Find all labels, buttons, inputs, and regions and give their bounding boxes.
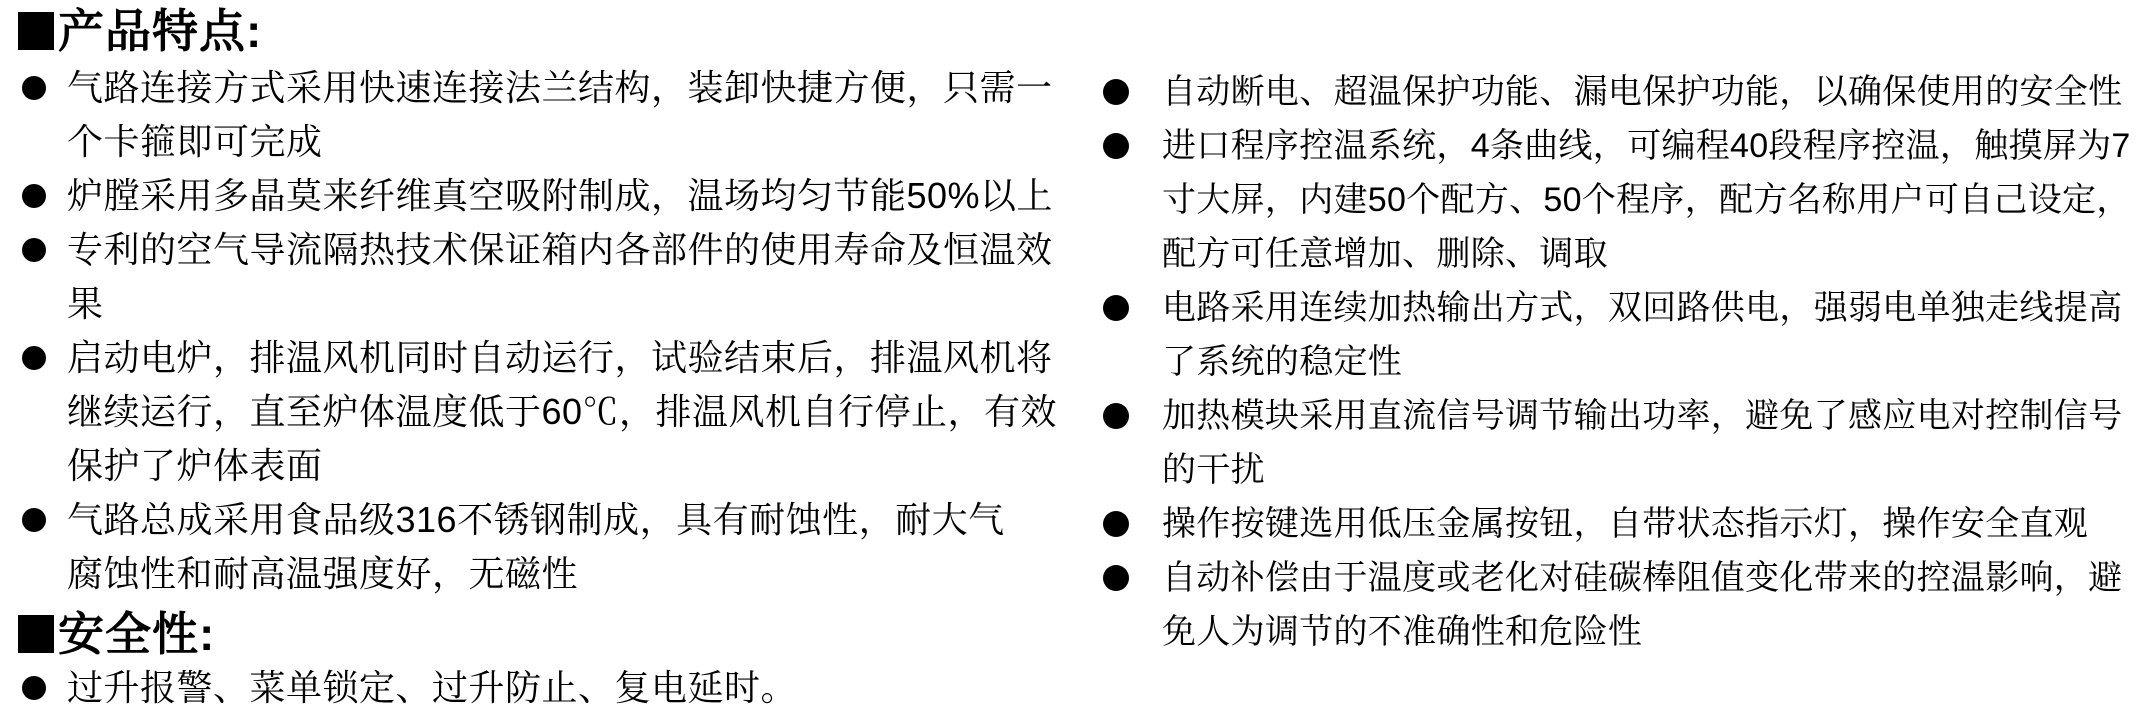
product-features-list xyxy=(18,61,1078,601)
feature-line: 自动补偿由于温度或老化对硅碳棒阻值变化带来的控温影响，避 xyxy=(1162,559,2123,597)
feature-line: 专利的空气导流隔热技术保证箱内各部件的使用寿命及恒温效 xyxy=(67,229,1053,270)
feature-line: 气路总成采用食品级316不锈钢制成，具有耐蚀性，耐大气 xyxy=(67,499,1005,540)
feature-item xyxy=(18,661,1078,715)
feature-line: 腐蚀性和耐高温强度好，无磁性 xyxy=(67,553,579,594)
bullet-icon xyxy=(22,676,46,700)
feature-item xyxy=(1103,119,2133,281)
section-marker-icon xyxy=(18,615,54,653)
bullet-icon xyxy=(22,346,46,370)
feature-item xyxy=(1103,497,2133,551)
feature-line: 果 xyxy=(67,283,104,324)
bullet-icon xyxy=(1103,565,1129,591)
bullet-icon xyxy=(22,76,46,100)
feature-item xyxy=(1103,389,2133,497)
feature-line: 操作按键选用低压金属按钮，自带状态指示灯，操作安全直观 xyxy=(1162,505,2089,543)
bullet-icon xyxy=(1103,79,1129,105)
feature-line: 启动电炉，排温风机同时自动运行，试验结束后，排温风机将 xyxy=(67,337,1053,378)
feature-line: 保护了炉体表面 xyxy=(67,445,323,486)
feature-item xyxy=(1103,281,2133,389)
section-marker-icon xyxy=(18,12,54,50)
feature-item xyxy=(1103,551,2133,659)
feature-item xyxy=(18,493,1078,601)
feature-line: 过升报警、菜单锁定、过升防止、复电延时。 xyxy=(67,667,798,708)
feature-item xyxy=(18,331,1078,493)
bullet-icon xyxy=(22,508,46,532)
heading-safety xyxy=(18,609,215,659)
feature-item xyxy=(18,61,1078,169)
bullet-icon xyxy=(1103,295,1129,321)
feature-line: 进口程序控温系统，4条曲线，可编程40段程序控温，触摸屏为7 xyxy=(1162,127,2131,165)
product-features-list-right xyxy=(1103,65,2133,659)
feature-item xyxy=(1103,65,2133,119)
feature-line: 自动断电、超温保护功能、漏电保护功能，以确保使用的安全性 xyxy=(1162,73,2123,111)
feature-item xyxy=(18,223,1078,331)
safety-list xyxy=(18,661,1078,715)
feature-line: 寸大屏，内建50个配方、50个程序，配方名称用户可自己设定， xyxy=(1162,181,2131,219)
bullet-icon xyxy=(22,238,46,262)
feature-line: 了系统的稳定性 xyxy=(1162,343,1403,381)
feature-line: 继续运行，直至炉体温度低于60℃，排温风机自行停止，有效 xyxy=(67,391,1058,432)
feature-line: 炉膛采用多晶莫来纤维真空吸附制成，温场均匀节能50%以上 xyxy=(67,175,1054,216)
feature-line: 免人为调节的不准确性和危险性 xyxy=(1162,613,1643,651)
feature-line: 加热模块采用直流信号调节输出功率，避免了感应电对控制信号 xyxy=(1162,397,2123,435)
feature-item xyxy=(18,169,1078,223)
heading-product-features-label: 产品特点: xyxy=(58,5,263,57)
feature-line: 电路采用连续加热输出方式，双回路供电，强弱电单独走线提高 xyxy=(1162,289,2123,327)
bullet-icon xyxy=(22,184,46,208)
feature-line: 的干扰 xyxy=(1162,451,1265,489)
heading-safety-label: 安全性: xyxy=(58,608,216,660)
bullet-icon xyxy=(1103,403,1129,429)
heading-product-features xyxy=(18,6,262,56)
feature-line: 气路连接方式采用快速连接法兰结构，装卸快捷方便，只需一 xyxy=(67,67,1053,108)
bullet-icon xyxy=(1103,133,1129,159)
feature-line: 个卡箍即可完成 xyxy=(67,121,323,162)
bullet-icon xyxy=(1103,511,1129,537)
feature-line: 配方可任意增加、删除、调取 xyxy=(1162,235,1608,273)
